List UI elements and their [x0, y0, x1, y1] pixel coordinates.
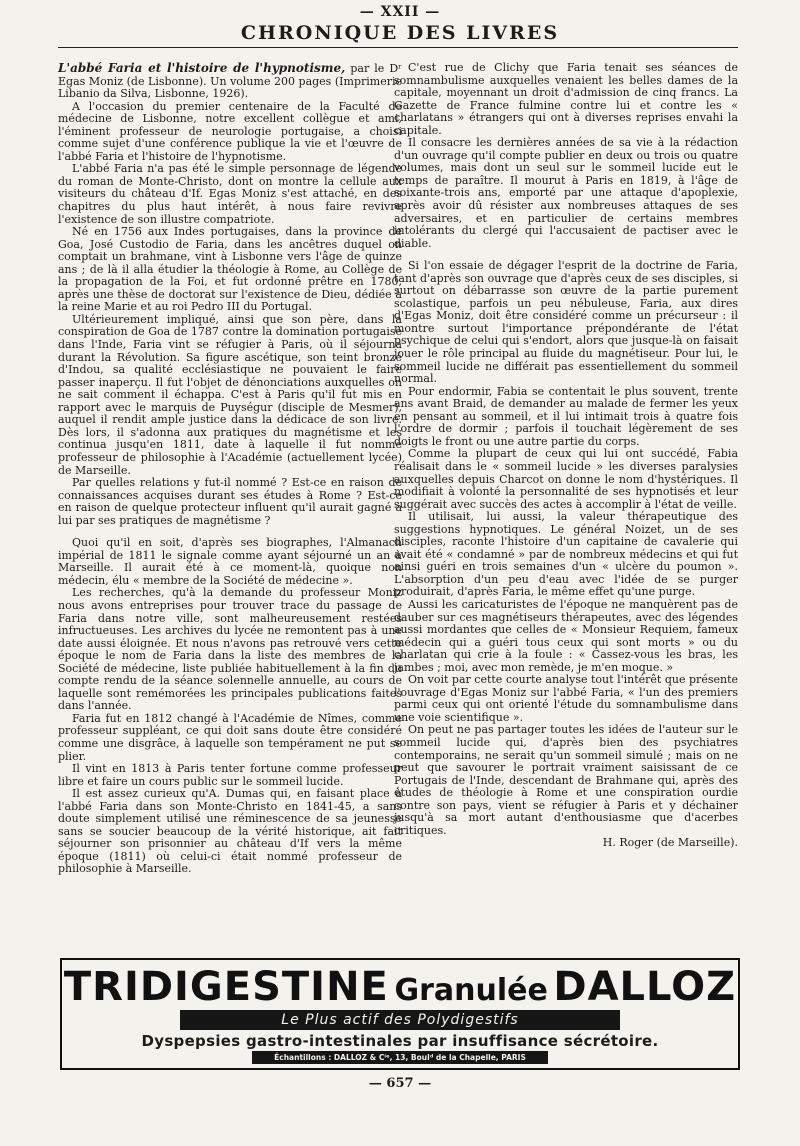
paragraph: Si l'on essaie de dégager l'esprit de la doctrine de Faria, tant d'après son ouvrage que d'après ceux de ses disciples, si surtout on débarrasse son œuvre de la partie purement scolastique, parfois un peu nébuleuse, Faria, aux dires d'Egas Moniz, doit être considéré comme un précurseur : il montre surtout l'importance prépondérante de l'état psychique de celui qui s'endort, alors que jusque-là on faisait jouer le rôle principal au fluide du magnétiseur. Pour lui, le sommeil lucide ne différait pas essentiellement du sommeil normal.	[394, 259, 738, 386]
paragraph: Né en 1756 aux Indes portugaises, dans la province de Goa, José Custodio de Faria, dans les ancêtres duquel on comptait un brahmane, vint à Lisbonne vers l'âge de quinze ans ; de là il alla étudier la théologie à Rome, au Collège de la propagation de la Foi, et fut ordonné prêtre en 1780, après une thèse de doctorat sur l'existence de Dieu, dédiée à la reine Marie et au roi Pedro III du Portugal.	[58, 225, 402, 314]
paragraph: Les recherches, qu'à la demande du professeur Moniz nous avons entreprises pour trouver trace du passage de Faria dans notre ville, sont malheureusement restées infructueuses. Les archives du lycée ne remontent pas à une date aussi éloignée. Et nous n'avons pas retrouvé vers cette époque le nom de Faria dans la liste des membres de la Société de médecine, liste publiée habituellement à la fin du compte rendu de la séance solennelle annuelle, au cours de laquelle sont remémorées les principales publications faites dans l'année.	[58, 586, 402, 713]
ad-indication: Dyspepsies gastro-intestinales par insuffisance sécrétoire.	[141, 1032, 659, 1050]
ad-brand-form: Granulée	[394, 973, 548, 1008]
paragraph: Ultérieurement impliqué, ainsi que son père, dans la conspiration de Goa de 1787 contre la domination portugaise dans l'Inde, Faria vint se réfugier à Paris, où il séjourna durant la Révolution. Sa figure ascétique, son teint bronzé d'Indou, sa qualité ecclésiastique ne pouvaient le faire passer inaperçu. Il fut l'objet de dénonciations auxquelles on ne sait comment il échappa. C'est à Paris qu'il fut mis en rapport avec le marquis de Puységur (disciple de Mesmer), auquel il rendit ample justice dans la dédicace de son livre. Dès lors, il s'adonna aux pratiques du magnétisme et les continua jusqu'en 1811, date à laquelle il fut nommé professeur de philosophie à l'Académie (actuellement lycée) de Marseille.	[58, 312, 402, 477]
page-number: — 657 —	[368, 1076, 432, 1091]
paragraph: A l'occasion du premier centenaire de la Faculté de médecine de Lisbonne, notre excellent collègue et ami, l'éminent professeur de neurologie portugaise, a choisi comme sujet d'une conférence publique la vie et l'œuvre de l'abbé Faria et l'histoire de l'hypnotisme.	[58, 99, 402, 163]
paragraph: Aussi les caricaturistes de l'époque ne manquèrent pas de dauber sur ces magnétiseurs thérapeutes, avec des légendes aussi mordantes que celles de « Monsieur Requiem, fameux médecin qui a guéri tous ceux qui sont morts » ou du charlatan qui crie à la foule : « Cassez-vous les bras, les jambes ; moi, avec mon remède, je m'en moque. »	[394, 597, 738, 674]
right-column	[394, 62, 738, 850]
roman-folio: — XXII —	[359, 4, 441, 20]
section-title: CHRONIQUE DES LIVRES	[240, 22, 560, 44]
ad-brand-maker: DALLOZ	[553, 964, 737, 1010]
title-rule	[58, 47, 738, 48]
ad-address: Échantillons : DALLOZ & Cⁱᵉ, 13, Boulᵈ de la Chapelle, PARIS	[252, 1051, 548, 1064]
paragraph: On voit par cette courte analyse tout l'intérêt que présente l'ouvrage d'Egas Moniz sur l'abbé Faria, « l'un des premiers parmi ceux qui ont orienté l'étude du somnambulisme dans une voie scientifique ».	[394, 673, 738, 724]
paragraph: C'est rue de Clichy que Faria tenait ses séances de somnambulisme auxquelles venaient les belles dames de la capitale, moyennant un droit d'admission de cinq francs. La Gazette de France fulmine contre lui et contre les « charlatans » étrangers qui ont à diverses reprises envahi la capitale.	[394, 61, 738, 137]
advertisement	[60, 958, 740, 1070]
paragraph: Il est assez curieux qu'A. Dumas qui, en faisant place à l'abbé Faria dans son Monte-Christo en 1841-45, a sans doute simplement utilisé une réminescence de sa jeunesse sans se soucier beaucoup de la vérité historique, ait fait séjourner son prisonnier au château d'If vers la même époque (1811) où celui-ci était nommé professeur de philosophie à Marseille.	[58, 787, 402, 876]
paragraph: On peut ne pas partager toutes les idées de l'auteur sur le sommeil lucide qui, d'après bien des psychiatres contemporains, ne serait qu'un sommeil simulé ; mais on ne peut que savourer le portrait vraiment saisissant de ce Portugais de l'Inde, descendant de Brahmane qui, après des études de théologie à Rome et une conspiration ourdie contre son pays, vient se réfugier à Paris et y déchainer jusqu'à sa mort autant d'enthousiasme que d'acerbes critiques.	[394, 723, 738, 837]
left-column	[58, 62, 402, 876]
article-heading	[58, 62, 402, 101]
ad-brand	[62, 964, 738, 1010]
author-signature: H. Roger (de Marseille).	[602, 836, 738, 850]
paragraph: Comme la plupart de ceux qui lui ont succédé, Fabia réalisait dans le « sommeil lucide » les diverses paralysies auxquelles depuis Charcot on donne le nom d'hystériques. Il modifiait à volonté la personnalité de ses hypnotisés et leur suggérait avec succès des actes à accomplir à l'état de veille.	[394, 447, 738, 511]
paragraph: Quoi qu'il en soit, d'après ses biographes, l'Almanach impérial de 1811 le signale comme ayant séjourné un an à Marseille. Il aurait été à ce moment-là, quoique non médecin, élu « membre de la Société de médecine ».	[58, 536, 402, 587]
paragraph: Il vint en 1813 à Paris tenter fortune comme professeur libre et faire un cours public sur le sommeil lucide.	[58, 762, 402, 788]
paragraph: Pour endormir, Fabia se contentait le plus souvent, trente ans avant Braid, de demander au malade de fermer les yeux en pensant au sommeil, et il lui intimait trois à quatre fois l'ordre de dormir ; parfois il touchait légèrement de ses doigts le front ou une autre partie du corps.	[394, 384, 738, 448]
paragraph: Faria fut en 1812 changé à l'Académie de Nîmes, comme professeur suppléant, ce qui doit sans doute être considéré comme une disgrâce, à laquelle son tempérament ne put se plier.	[58, 711, 402, 763]
article-byline: par le Dʳ Egas Moniz (de Lisbonne). Un volume 200 pages (Imprimerie Libanio da Silva, Lisbonne, 1926).	[58, 62, 402, 101]
ad-brand-name: TRIDIGESTINE	[63, 964, 389, 1010]
paragraph: Par quelles relations y fut-il nommé ? Est-ce en raison de connaissances acquises durant ses études à Rome ? Est-ce en raison de quelque protecteur influent qu'il aurait gagné à lui par ses pratiques de magnétisme ?	[58, 476, 402, 527]
paragraph: Il consacre les dernières années de sa vie à la rédaction d'un ouvrage qu'il compte publier en deux ou trois ou quatre volumes, mais dont un seul sur le sommeil lucide eut le temps de paraître. Il mourut à Paris en 1819, à l'âge de soixante-trois ans, emporté par une attaque d'apoplexie, après avoir dû résister aux nombreuses attaques de ses adversaires, et en particulier de certains membres intolérants du clergé qui l'accusaient de pactiser avec le diable.	[394, 136, 738, 250]
paragraph: Il utilisait, lui aussi, la valeur thérapeutique des suggestions hypnotiques. Le général Noizet, un de ses disciples, raconte l'histoire d'un capitaine de cavalerie qui avait été « condamné » par de nombreux médecins et qui fut ainsi guéri en trois semaines d'un « ulcère du poumon ». L'absorption d'un peu d'eau avec l'idée de se purger produirait, d'après Faria, le même effet qu'une purge.	[394, 510, 738, 599]
paragraph: L'abbé Faria n'a pas été le simple personnage de légende du roman de Monte-Christo, dont on montre la cellule aux visiteurs du château d'If. Egas Moniz s'est attaché, en des chapitres du plus haut intérêt, à nous faire revivre l'existence de son illustre compatriote.	[58, 162, 402, 226]
article-title: L'abbé Faria et l'histoire de l'hypnotisme,	[58, 61, 346, 75]
ad-tagline: Le Plus actif des Polydigestifs	[180, 1010, 620, 1030]
